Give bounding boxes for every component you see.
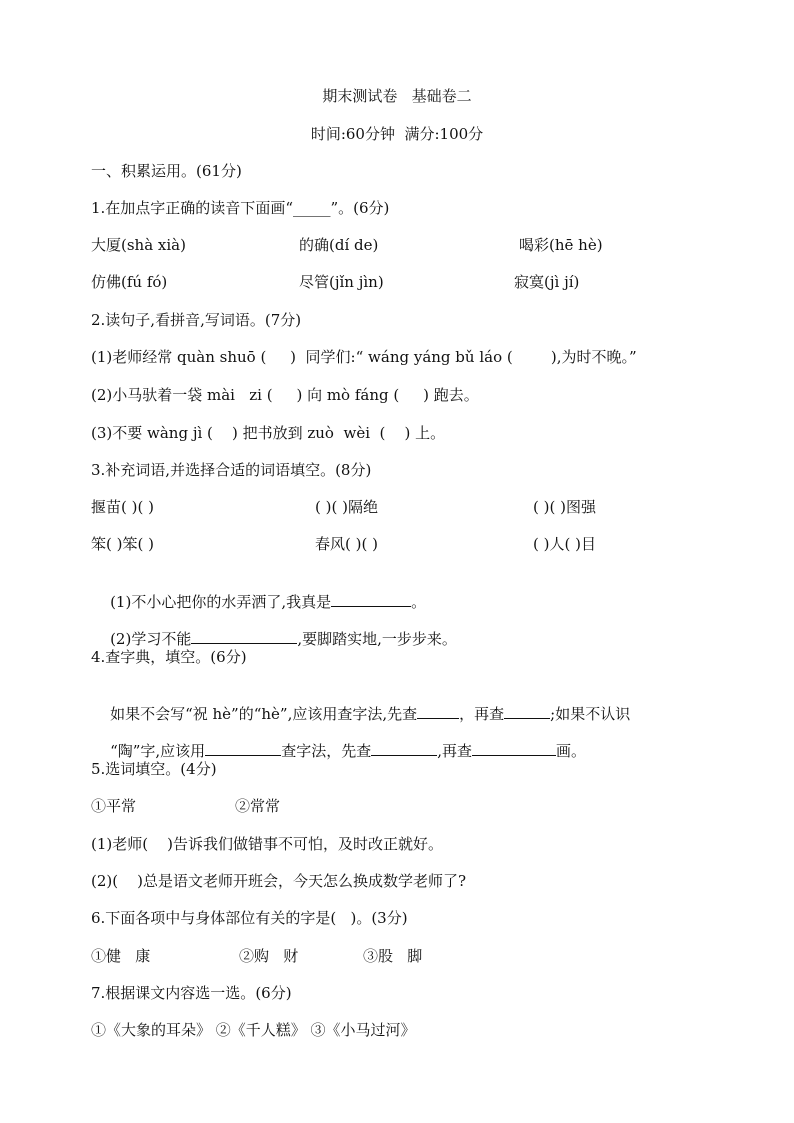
question-1-title: 1.在加点字正确的读音下面画“_____”。(6分) (91, 199, 390, 217)
q3-sentence-1: (1)不小心把你的水弄洒了,我真是 。 (110, 593, 427, 611)
q5-option: ②常常 (235, 797, 281, 815)
question-5-title: 5.选词填空。(4分) (91, 760, 217, 778)
q5-sentence: (2)( )总是语文老师开班会，今天怎么换成数学老师了? (91, 872, 467, 890)
question-3-title: 3.补充词语,并选择合适的词语填空。(8分) (91, 461, 372, 479)
q1-item: 的确(dí de) (299, 236, 379, 254)
q3-idiom: 揠苗( )( ) (91, 498, 154, 516)
q3-idiom: 春风( )( ) (315, 535, 378, 553)
answer-blank[interactable] (417, 704, 459, 719)
q7-options: ①《大象的耳朵》 ②《千人糕》 ③《小马过河》 (91, 1021, 416, 1039)
q5-sentence: (1)老师( )告诉我们做错事不可怕，及时改正就好。 (91, 835, 444, 853)
q1-item: 仿佛(fú fó) (91, 273, 168, 291)
answer-blank[interactable] (371, 741, 437, 756)
question-7-title: 7.根据课文内容选一选。(6分) (91, 984, 292, 1002)
page-title: 期末测试卷 基础卷二 (322, 87, 472, 105)
q2-sentence: (3)不要 wàng jì ( ) 把书放到 zuò wèi ( ) 上。 (91, 424, 446, 442)
section-heading: 一、积累运用。(61分) (91, 162, 242, 180)
q3-idiom: ( )( )图强 (533, 498, 596, 516)
q6-option: ①健 康 (91, 947, 151, 965)
question-4-title: 4.查字典，填空。(6分) (91, 648, 247, 666)
q1-item: 寂寞(jì jí) (514, 273, 580, 291)
answer-blank[interactable] (472, 741, 556, 756)
answer-blank[interactable] (191, 629, 297, 644)
q4-line-2: “陶”字,应该用 查字法，先查 ,再查 画。 (110, 742, 586, 760)
answer-blank[interactable] (504, 704, 550, 719)
q1-item: 尽管(jǐn jìn) (299, 273, 384, 291)
q3-idiom: 笨( )笨( ) (91, 535, 154, 553)
question-6-title: 6.下面各项中与身体部位有关的字是( )。(3分) (91, 909, 408, 927)
question-2-title: 2.读句子,看拼音,写词语。(7分) (91, 311, 302, 329)
q3-idiom: ( )人( )目 (533, 535, 596, 553)
q3-sentence-2: (2)学习不能 ,要脚踏实地,一步步来。 (110, 630, 457, 648)
q6-option: ③股 脚 (363, 947, 423, 965)
answer-blank[interactable] (205, 741, 281, 756)
q1-item: 喝彩(hē hè) (519, 236, 603, 254)
q2-sentence: (2)小马驮着一袋 mài zi ( ) 向 mò fáng ( ) 跑去。 (91, 386, 479, 404)
q6-option: ②购 财 (239, 947, 299, 965)
exam-time-score: 时间:60分钟 满分:100分 (310, 125, 484, 143)
q4-line-1: 如果不会写“祝 hè”的“hè”,应该用查字法,先查 ，再查 ;如果不认识 (110, 705, 631, 723)
q2-sentence: (1)老师经常 quàn shuō ( ) 同学们:“ wáng yáng bǔ láo ( ),为时不晚。” (91, 348, 637, 366)
q5-option: ①平常 (91, 797, 137, 815)
q1-item: 大厦(shà xià) (91, 236, 186, 254)
answer-blank[interactable] (331, 592, 411, 607)
q3-idiom: ( )( )隔绝 (315, 498, 378, 516)
